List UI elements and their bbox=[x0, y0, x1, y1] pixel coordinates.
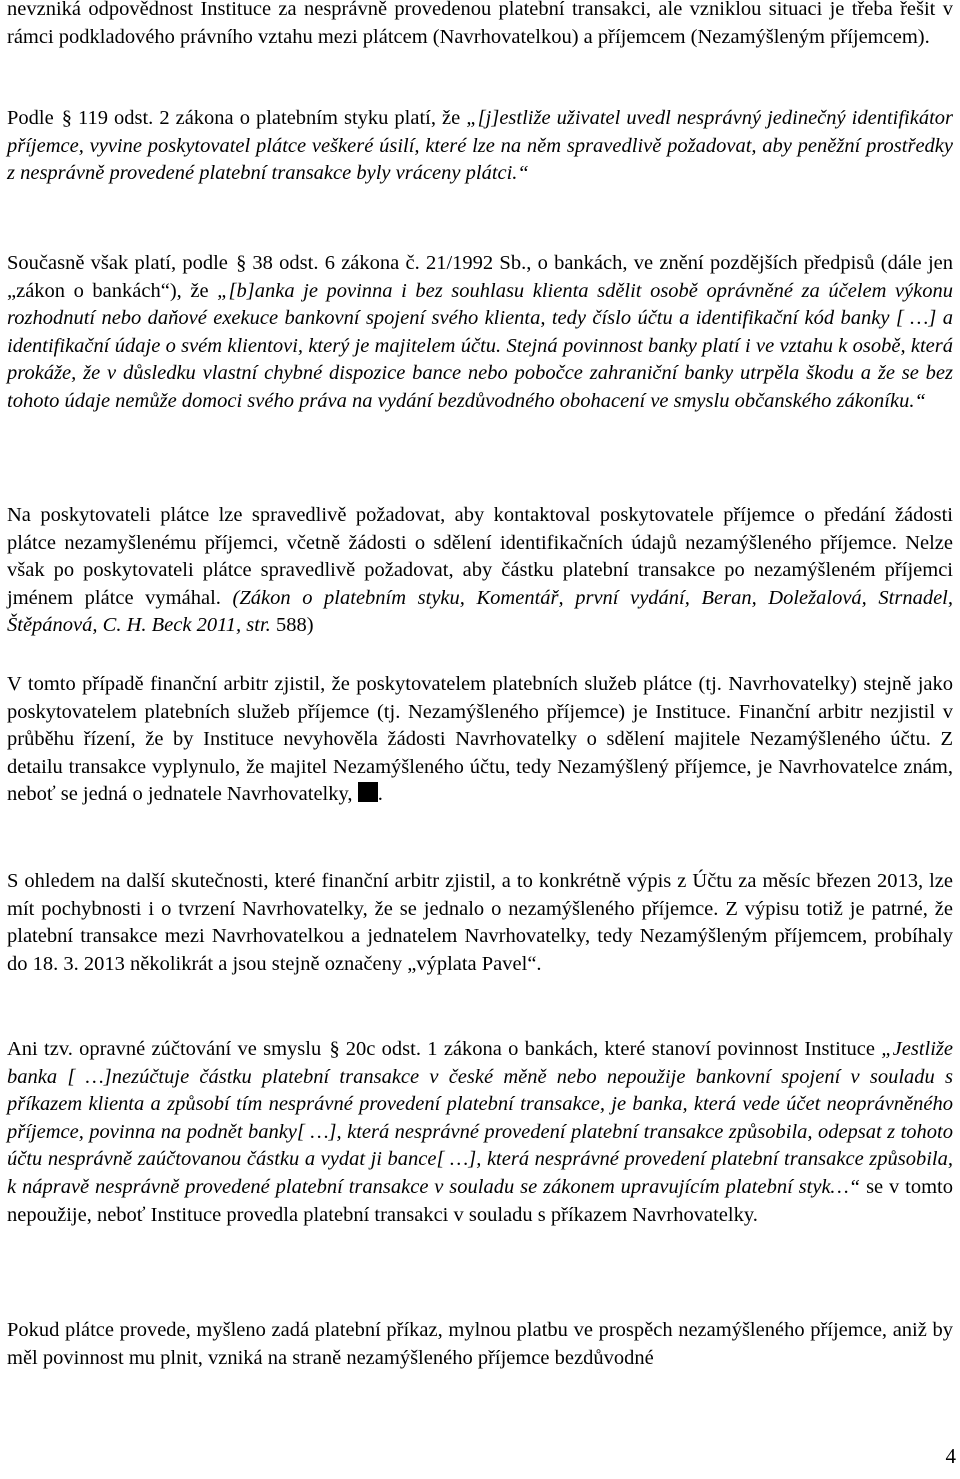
paragraph-text: Pokud plátce provede, myšleno zadá platební příkaz, mylnou platbu ve prospěch nezamýšleného příjemce, aniž by měl povinnost mu plnit, vzniká na straně nezamýšleného příjemce bezdůvodné bbox=[7, 1319, 953, 1369]
page-number: 4 bbox=[945, 1444, 956, 1468]
paragraph-banking-act bbox=[7, 250, 953, 416]
legal-quote: „Jestliže banka [ …]nezúčtuje částku platební transakce v české měně nebo nepoužije bankovní spojení v souladu s příkazem klienta a způsobí tím nesprávné provedení platební transakce, je banka, která vede účet neoprávněného příjemce, povinna na podnět banky[ …], která nesprávné provedení platební transakce způsobila, odepsat z tohoto účtu nesprávně zaúčtovanou částku a vydat ji bance[ …], která nesprávné provedení platební transakce způsobila, k nápravě nesprávně provedené platební transakce v souladu se zákonem upravujícím platební styk…“ bbox=[7, 1038, 954, 1198]
paragraph-conclusion bbox=[7, 1317, 953, 1372]
legal-quote: „[b]anka je povinna i bez souhlasu klienta sdělit osobě oprávněné za účelem výkonu rozhodnutí nebo daňové exekuce bankovní spojení svého klienta, tedy číslo účtu a identifikační kód banky [ …] a identifikační údaje o svém klientovi, který je majitelem účtu. Stejná povinnost banky platí i ve vztahu k osobě, která prokáže, že v důsledku vlastní chybné dispozice bance nebo pobočce zahraniční banky utrpěla škodu a že se bez tohoto údaje nemůže domoci svého práva na vydání bezdůvodného obohacení ve smyslu občanského zákoníku.“ bbox=[7, 279, 954, 412]
paragraph-correction bbox=[7, 1036, 953, 1229]
paragraph-intro bbox=[7, 0, 953, 51]
section-sign: § bbox=[61, 107, 72, 129]
paragraph-arbiter-finding bbox=[7, 671, 953, 809]
paragraph-end: . bbox=[377, 783, 383, 806]
legal-reference: 119 odst. 2 zákona o platebním styku platí, že bbox=[77, 107, 461, 129]
legal-quote: „[j]estliže uživatel uvedl nesprávný jedinečný identifikátor příjemce, vyvine poskytovatel plátce veškeré úsilí, které lze na něm spravedlivě požadovat, aby peněžní prostředky z nesprávně provedené platební transakce byly vráceny plátci.“ bbox=[7, 107, 954, 185]
paragraph-lead: Podle bbox=[7, 107, 54, 129]
paragraph-text: nevzniká odpovědnost Instituce za nesprávně provedenou platební transakci, ale vzniklou situaci je třeba řešit v rámci podkladového právního vztahu mezi plátcem (Navrhovatelkou) a příjemcem (Nezamýšleným příjemcem). bbox=[7, 0, 953, 48]
legal-reference: 38 odst. 6 zákona č. 21/1992 Sb., o bankách, ve znění pozdějších předpisů (dále jen „zákon o bankách“), že bbox=[7, 252, 954, 302]
paragraph-statement bbox=[7, 868, 953, 978]
paragraph-text: V tomto případě finanční arbitr zjistil, že poskytovatelem platebních služeb plátce (tj. Navrhovatelky) stejně jako poskytovatelem platebních služeb příjemce (tj. Nezamýšleného příjemce) je Instituce. Finanční arbitr nezjistil v průběhu řízení, že by Instituce nevyhověla žádosti Navrhovatelky o sdělení majitele Nezamýšleného účtu. Z detailu transakce vyplynulo, že majitel Nezamýšleného účtu, tedy Nezamýšlený příjemce, je Navrhovatelce znám, neboť se jedná o jednatele Navrhovatelky, bbox=[7, 673, 953, 806]
citation-end: 588) bbox=[275, 614, 314, 637]
legal-reference: 20c odst. 1 zákona o bankách, které stanoví povinnost Instituce bbox=[345, 1038, 875, 1060]
redaction-block bbox=[358, 782, 378, 802]
citation: (Zákon o platebním styku, Komentář, první vydání, Beran, Doležalová, Strnadel, Štěpánová, C. H. Beck 2011, str. bbox=[7, 586, 954, 637]
paragraph-lead: Současně však platí, podle bbox=[7, 252, 228, 274]
paragraph-tail: se v tomto nepoužije, neboť Instituce provedla platební transakci v souladu s příkazem Navrhovatelky. bbox=[7, 1175, 954, 1226]
paragraph-provider-duty bbox=[7, 502, 953, 640]
section-sign: § bbox=[329, 1038, 340, 1060]
paragraph-payment-act bbox=[7, 105, 953, 188]
paragraph-text: Na poskytovateli plátce lze spravedlivě požadovat, aby kontaktoval poskytovatele příjemce o předání žádosti plátce nezamyšlenému příjemci, včetně žádosti o sdělení identifikačních údajů nezamýšleného příjemce. Nelze však po poskytovateli plátce spravedlivě požadovat, aby částku platební transakce po nezamýšleném příjemci jménem plátce vymáhal. bbox=[7, 504, 953, 609]
paragraph-lead: Ani tzv. opravné zúčtování ve smyslu bbox=[7, 1038, 322, 1060]
section-sign: § bbox=[236, 252, 247, 274]
paragraph-text: S ohledem na další skutečnosti, které finanční arbitr zjistil, a to konkrétně výpis z Účtu za měsíc březen 2013, lze mít pochybnosti i o tvrzení Navrhovatelky, že se jednalo o nezamýšleného příjemce. Z výpisu totiž je patrné, že platební transakce mezi Navrhovatelkou a jednatelem Navrhovatelky, tedy Nezamýšleným příjemcem, probíhaly do 18. 3. 2013 několikrát a jsou stejně označeny „výplata Pavel“. bbox=[7, 870, 953, 975]
